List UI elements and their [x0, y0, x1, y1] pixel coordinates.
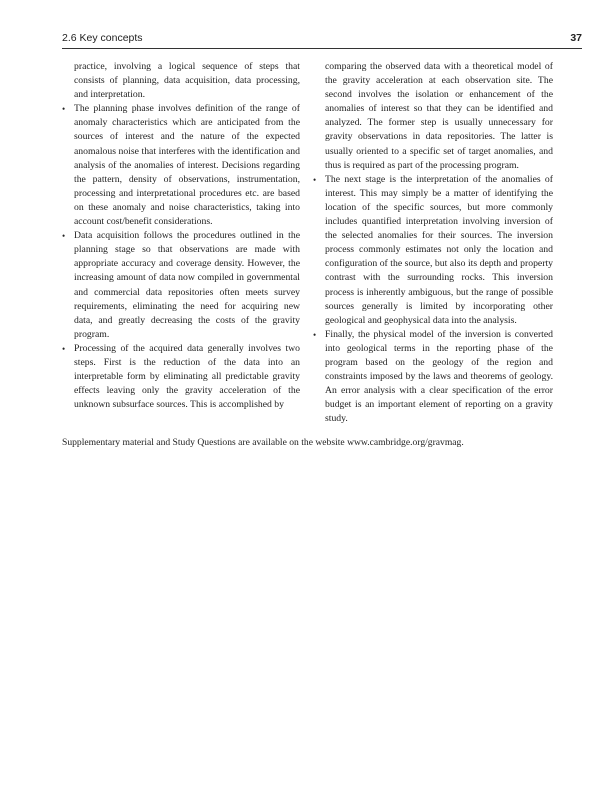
bullet-planning: [62, 102, 300, 229]
bullet-icon: •: [313, 329, 317, 340]
bullet-text: The planning phase involves definition of the range of anomaly characteristics which are anticipated from the sources of interest and the nature of the expected anomalous noise that interferes with the identification and analysis of the anomalies of interest. Decisions regarding the pattern, density of observations, instrumentation, processing and interpretational procedures etc. are based on these anomaly and noise characteristics, taking into account cost/benefit considerations.: [74, 103, 300, 228]
running-head: [62, 32, 582, 47]
left-continuation-paragraph: practice, involving a logical sequence of steps that consists of planning, data acquisition, data processing, and interpretation.: [74, 61, 300, 101]
bullet-icon: •: [62, 104, 66, 115]
bullet-text: The next stage is the interpretation of the anomalies of interest. This may simply be a matter of identifying the location of the specific sources, but more commonly includes quantified interpretation involving inversion of the selected anomalies for their sources. The inversion process commonly estimates not only the location and configuration of the source, but also its depth and property contrast with the surrounding rocks. This inversion process is inherently ambiguous, but the range of possible sources generally is limited by incorporating other geological and geophysical data into the analysis.: [325, 173, 553, 326]
header-rule: [62, 48, 582, 49]
left-column: [62, 60, 300, 412]
supplementary-note: Supplementary material and Study Questions are available on the website www.cambridge.org/gravmag.: [62, 436, 464, 448]
bullet-icon: •: [62, 343, 66, 354]
page-number: 37: [570, 32, 582, 44]
bullet-text: Data acquisition follows the procedures outlined in the planning stage so that observations are made with appropriate accuracy and coverage density. However, the increasing amount of data now compiled in governmental and commercial data repositories often meets survey requirements, eliminating the need for acquiring new data, and greatly decreasing the costs of the gravity program.: [74, 230, 300, 340]
bullet-processing: [62, 342, 300, 412]
right-continuation-paragraph: comparing the observed data with a theoretical model of the gravity acceleration at each observation site. The second involves the isolation or enhancement of the anomalies of interest so that they can be identified and analyzed. The former step is usually unnecessary for gravity observations in data repositories. The latter is usually oriented to a specific set of target anomalies, and thus is required as part of the processing program.: [325, 61, 553, 171]
bullet-icon: •: [62, 231, 66, 242]
right-column: [313, 60, 553, 426]
section-title: 2.6 Key concepts: [62, 32, 143, 44]
bullet-reporting: [313, 328, 553, 427]
bullet-interpretation: [313, 173, 553, 328]
bullet-acquisition: [62, 229, 300, 342]
bullet-text: Finally, the physical model of the inversion is converted into geological terms in the reporting phase of the program based on the geology of the region and constraints imposed by the laws and theorems of geology. An error analysis with a clear specification of the error budget is an important element of reporting on a gravity study.: [325, 328, 553, 425]
bullet-icon: •: [313, 174, 317, 185]
bullet-text: Processing of the acquired data generally involves two steps. First is the reduction of the data into an interpretable form by eliminating all predictable gravity effects leaving only the gravity acceleration of the unknown subsurface sources. This is accomplished by: [74, 342, 300, 411]
